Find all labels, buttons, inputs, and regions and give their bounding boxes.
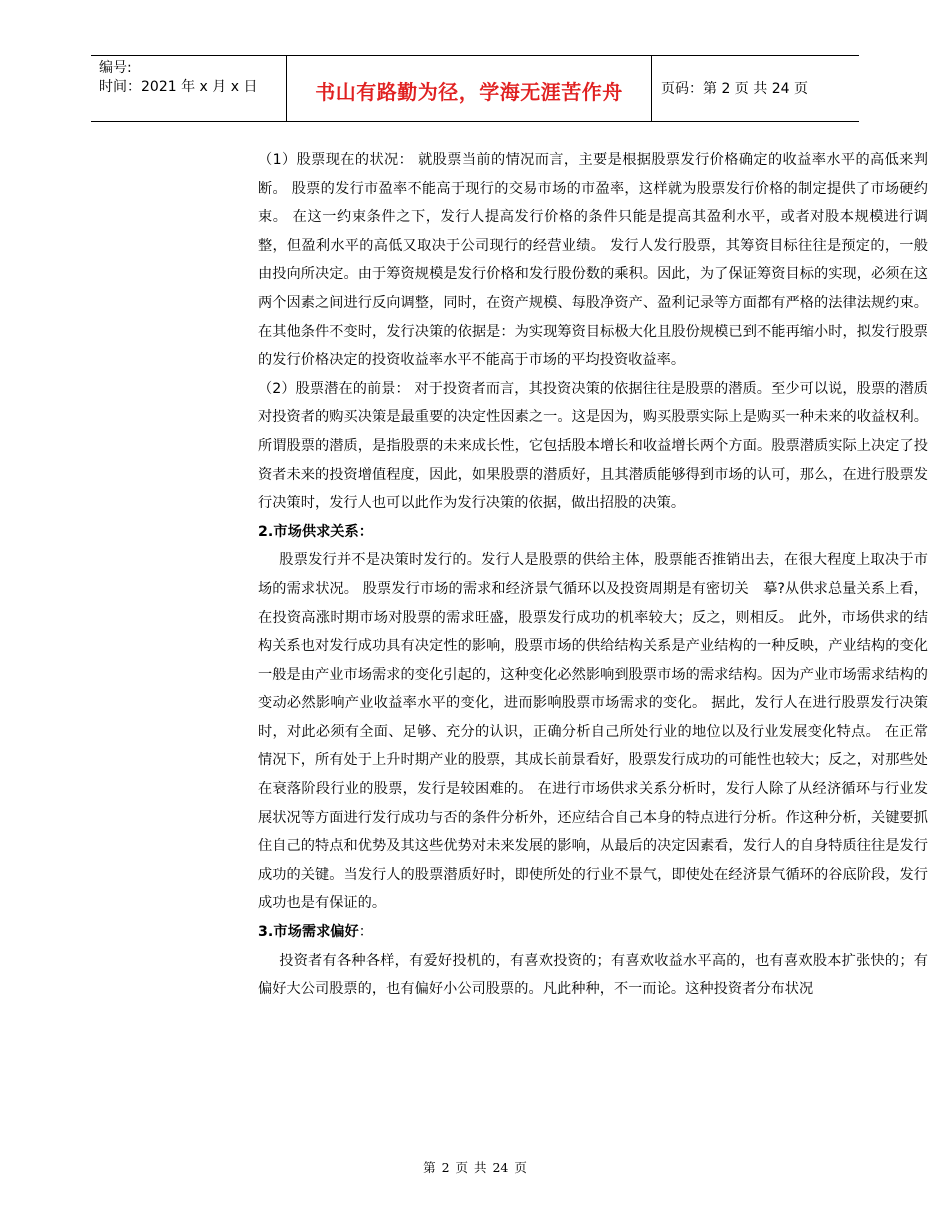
section-heading-supply-demand: 2.市场供求关系： <box>258 523 374 540</box>
header-motto: 书山有路勤为径，学海无涯苦作舟 <box>315 80 623 104</box>
heading-text: 3.市场需求偏好 <box>258 924 359 941</box>
heading-colon: ： <box>358 924 374 941</box>
paragraph-demand-preference: 投资者有各种各样，有爱好投机的，有喜欢投资的；有喜欢收益水平高的，也有喜欢股本扩张快的；有偏好大公司股票的，也有偏好小公司股票的。凡此种种，不一而论。这种投资者分布状况 <box>258 952 928 998</box>
header-page-info: 页码：第 2 页 共 24 页 <box>661 81 808 97</box>
section-heading-demand-preference <box>258 918 928 947</box>
paragraph-supply-demand: 股票发行并不是决策时发行的。发行人是股票的供给主体，股票能否推销出去，在很大程度上取决于市场的需求状况。 股票发行市场的需求和经济景气循环以及投资周期是有密切关 摹?从供求总量关系上看，在投资高涨时期市场对股票的需求旺盛，股票发行成功的机率较大；反之，则相反。 此外，市场供求的结构关系也对发行成功具有决定性的影响，股票市场的供给结构关系是产业结构的一种反映，产业结构的变化一般是由产业市场需求的变化引起的，这种变化必然影响到股票市场的需求结构。因为产业市场需求结构的变动必然影响产业收益率水平的变化，进而影响股票市场需求的变化。 据此，发行人在进行股票发行决策时，对此必须有全面、足够、充分的认识，正确分析自己所处行业的地位以及行业发展变化特点。 在正常情况下，所有处于上升时期产业的股票，其成长前景看好，股票发行成功的可能性也较大；反之，对那些处在衰落阶段行业的股票，发行是较困难的。 在进行市场供求关系分析时，发行人除了从经济循环与行业发展状况等方面进行发行成功与否的条件分析外，还应结合自己本身的特点进行分析。作这种分析，关键要抓住自己的特点和优势及其这些优势对未来发展的影响，从最后的决定因素看，发行人的自身特质往往是发行成功的关键。当发行人的股票潜质好时，即使所处的行业不景气，即使处在经济景气循环的谷底阶段，发行成功也是有保证的。 <box>258 552 928 912</box>
document-body <box>258 146 928 1004</box>
page-header <box>91 55 859 122</box>
document-time: 时间：2021 年 x 月 x 日 <box>99 79 258 95</box>
header-meta <box>99 59 257 97</box>
header-divider <box>651 56 652 121</box>
paragraph-potential-prospect: （2）股票潜在的前景： 对于投资者而言，其投资决策的依据往往是股票的潜质。至少可以说，股票的潜质对投资者的购买决策是最重要的决定性因素之一。这是因为，购买股票实际上是购买一种未来的收益权利。 所谓股票的潜质，是指股票的未来成长性，它包括股本增长和收益增长两个方面。股票潜质实际上决定了投资者未来的投资增值程度，因此，如果股票的潜质好，且其潜质能够得到市场的认可，那么，在进行股票发行决策时，发行人也可以此作为发行决策的依据，做出招股的决策。 <box>258 380 928 512</box>
page-footer: 第 2 页 共 24 页 <box>423 1160 527 1175</box>
document-number-label: 编号: <box>99 60 132 76</box>
paragraph-current-status: （1）股票现在的状况： 就股票当前的情况而言，主要是根据股票发行价格确定的收益率水平的高低来判断。 股票的发行市盈率不能高于现行的交易市场的市盈率，这样就为股票发行价格的制定提供了市场硬约束。 在这一约束条件之下，发行人提高发行价格的条件只能是提高其盈利水平，或者对股本规模进行调整，但盈利水平的高低又取决于公司现行的经营业绩。 发行人发行股票，其筹资目标往往是预定的，一般由投向所决定。由于筹资规模是发行价格和发行股份数的乘积。因此，为了保证筹资目标的实现，必须在这两个因素之间进行反向调整，同时，在资产规模、每股净资产、盈利记录等方面都有严格的法律法规约束。 在其他条件不变时，发行决策的依据是：为实现筹资目标极大化且股份规模已到不能再缩小时，拟发行股票的发行价格决定的投资收益率水平不能高于市场的平均投资收益率。 <box>258 152 928 369</box>
